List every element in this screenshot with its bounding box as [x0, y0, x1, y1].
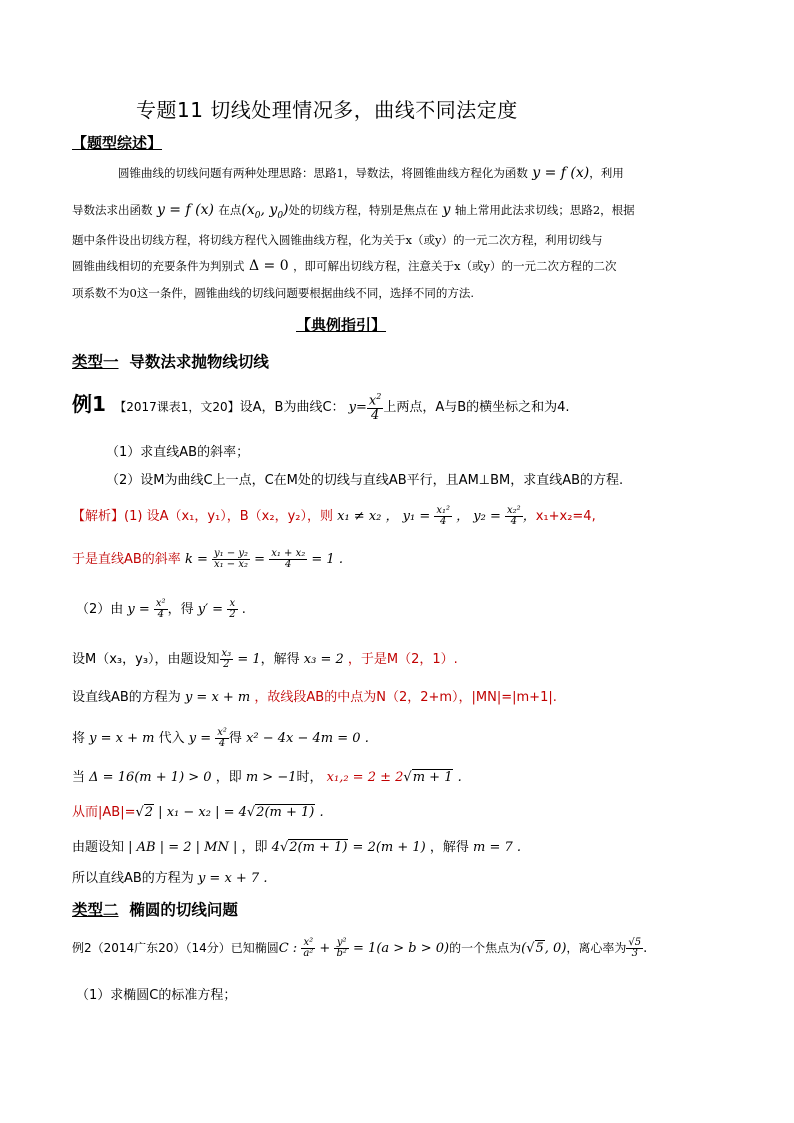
overview-line-2: 导数法求出函数 y = f (x) 在点($x_0$, $y_0$)处的切线方程，特别是焦点在 y 轴上常用此法求切线；思路2，根据: [72, 202, 635, 221]
solution-line-6: 将 y = x + m 代入 y = $\frac{\text{x²}}{4}$ 得 x² − 4x − 4m = 0 .: [72, 727, 369, 749]
solution-line-2: 于是直线AB的斜率 k = $\frac{\text{y₁ − y₂}}{\text{x₁ − x₂}}$ = $\frac{\text{x₁ + x₂}}{4}$ = 1 .: [72, 548, 343, 570]
type1-heading: 类型一 导数法求抛物线切线: [72, 353, 269, 371]
overview-line-4: 圆锥曲线相切的充要条件为判别式 Δ = 0 ，即可解出切线方程，注意关于x（或y）的一元二次方程的二次: [72, 258, 617, 274]
page-title: 专题11 切线处理情况多，曲线不同法定度: [136, 98, 518, 122]
solution-line-5: 设直线AB的方程为 y = x + m ，故线段AB的中点为N（2，2+m），|MN|=|m+1|.: [72, 690, 557, 705]
type2-heading: 类型二 椭圆的切线问题: [72, 901, 238, 919]
example2-stem: 例2（2014广东20）（14分）已知椭圆C : $\frac{\text{x²}}{\text{a²}}$ + $\frac{\text{y²}}{\text{b²}}$ = 1(a > b > 0)的一个焦点为(√5, 0)，离心率为 $\frac{√5}{3}$ .: [72, 937, 648, 959]
example1-q1: （1）求直线AB的斜率；: [106, 445, 250, 460]
example1-stem: 例1 【2017课表1，文20】设A，B为曲线C： y= $\frac{x^2}{4}$ 上两点，A与B的横坐标之和为4.: [72, 392, 570, 423]
overview-line-3: 题中条件设出切线方程，将切线方程代入圆锥曲线方程，化为关于x（或y）的一元二次方程，利用切线与: [72, 233, 603, 247]
overview-heading: 【题型综述】: [72, 134, 163, 152]
solution-line-3: （2）由 y = $\frac{\text{x²}}{4}$ ，得 y′ = $\frac{x}{2}$ .: [76, 598, 246, 620]
example2-q1: （1）求椭圆C的标准方程；: [76, 988, 237, 1003]
solution-line-8: 从而|AB|=√2 | x₁ − x₂ | = 4√2(m + 1) .: [72, 805, 324, 820]
solution-line-7: 当 Δ = 16(m + 1) > 0 ，即 m > −1时， x₁,₂ = 2 ± 2√m + 1 .: [72, 770, 462, 785]
overview-line-5: 项系数不为0这一条件，圆锥曲线的切线问题要根据曲线不同，选择不同的方法.: [72, 286, 474, 300]
solution-line-1: 【解析】(1) 设A（x₁，y₁），B（x₂，y₂），则 x₁ ≠ x₂ ， y₁ = $\frac{\text{x₁²}}{4}$ ， y₂ = $\frac{\text{x₂²}}{4}$ ，x₁+x₂=4,: [72, 505, 596, 527]
overview-line-1: 圆锥曲线的切线问题有两种处理思路：思路1，导数法，将圆锥曲线方程化为函数 y = f (x)，利用: [118, 165, 624, 181]
solution-line-4: 设M（x₃，y₃），由题设知 $\frac{\text{x₃}}{2}$ = 1，解得 x₃ = 2 ，于是M（2，1）.: [72, 648, 458, 670]
solution-line-10: 所以直线AB的方程为 y = x + 7 .: [72, 871, 268, 886]
solution-line-9: 由题设知 | AB | = 2 | MN | ，即 4√2(m + 1) = 2(m + 1) ，解得 m = 7 .: [72, 840, 522, 855]
example1-q2: （2）设M为曲线C上一点，C在M处的切线与直线AB平行，且AM⊥BM，求直线AB的方程.: [106, 473, 624, 488]
examples-heading: 【典例指引】: [296, 316, 387, 334]
